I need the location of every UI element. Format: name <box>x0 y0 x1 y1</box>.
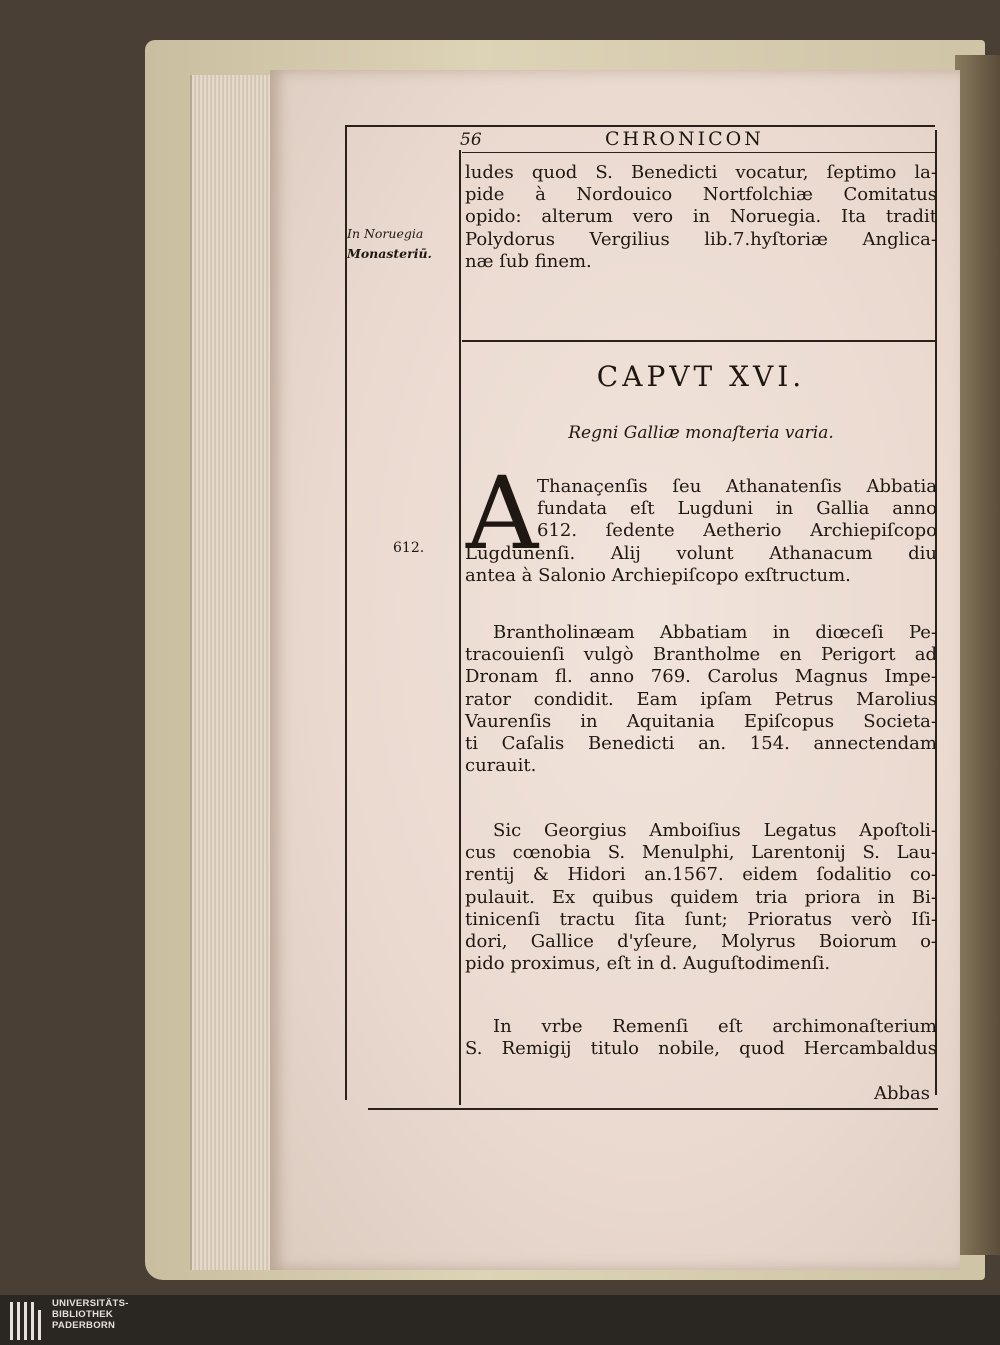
text-line: Dronam fl. anno 769. Carolus Magnus Impe- <box>465 666 937 688</box>
frame-bottom-rule <box>368 1108 938 1110</box>
text-line: Polydorus Vergilius lib.7.hyſtoriæ Anglica- <box>465 228 937 250</box>
library-logo-icon <box>10 1302 46 1340</box>
chapter-top-rule <box>462 340 935 342</box>
text-line: opido: alterum vero in Noruegia. Ita tradit <box>465 206 937 228</box>
text-line: Sic Georgius Amboiſius Legatus Apoſtoli- <box>493 820 937 841</box>
paragraph-3 <box>465 820 937 975</box>
frame-left-inner-rule <box>459 150 461 1105</box>
text-line: pulauit. Ex quibus quidem tria priora in Bi- <box>465 886 937 908</box>
text-line: dori, Gallice d'yſeure, Molyrus Boiorum o- <box>465 931 937 953</box>
page-number: 56 <box>460 130 482 150</box>
book-title: CHRONICON <box>605 128 764 150</box>
text-line: antea à Salonio Archiepiſcopo exſtructum. <box>465 564 851 586</box>
text-line: Brantholinæam Abbatiam in diœceſi Pe- <box>493 622 937 643</box>
marginal-line: In Noruegia <box>347 226 424 241</box>
marginal-line: Monasteriū. <box>347 246 432 261</box>
paragraph-2 <box>465 622 937 777</box>
text-line: Lugdunenſi. Alij volunt Athanacum diu <box>465 542 937 564</box>
text-line: tracouienſi vulgò Brantholme en Perigort ad <box>465 644 937 666</box>
marginal-note-monastery <box>347 224 457 264</box>
library-name <box>52 1298 129 1331</box>
text-line: ludes quod S. Benedicti vocatur, ſeptimo la- <box>465 162 937 183</box>
text-line: S. Remigij titulo nobile, quod Hercambaldus <box>465 1038 937 1060</box>
chapter-subtitle: Regni Galliæ monaſteria varia. <box>568 423 834 443</box>
library-name-line: BIBLIOTHEK <box>52 1309 114 1320</box>
text-line: ti Caſalis Benedicti an. 154. annectendam <box>465 733 937 755</box>
text-line: curauit. <box>465 755 537 777</box>
paragraph-1 <box>465 476 937 587</box>
text-line: tinicenſi tractu ſita ſunt; Prioratus verò Iſi- <box>465 908 937 930</box>
text-line: pide à Nordouico Nortfolchiæ Comitatus <box>465 184 937 206</box>
text-line: cus cœnobia S. Menulphi, Larentonij S. Lau- <box>465 842 937 864</box>
top-text-block <box>465 162 937 273</box>
text-line: rentij & Hidori an.1567. eidem ſodalitio co- <box>465 864 937 886</box>
drop-cap: A <box>466 455 539 572</box>
text-line: In vrbe Remenſi eſt archimonaſterium <box>493 1016 937 1037</box>
text-line: fundata eſt Lugduni in Gallia anno <box>537 498 937 520</box>
paragraph-4 <box>465 1016 937 1060</box>
page-edges <box>190 75 280 1270</box>
book-cover-right-edge <box>955 55 1000 1255</box>
library-name-line: PADERBORN <box>52 1320 116 1331</box>
text-line: næ ſub finem. <box>465 250 592 272</box>
frame-top-rule <box>345 125 935 127</box>
library-name-line: UNIVERSITÄTS- <box>52 1298 129 1309</box>
text-line: 612. ſedente Aetherio Archiepiſcopo <box>537 520 937 542</box>
marginal-note-year: 612. <box>393 540 425 556</box>
text-line: rator condidit. Eam ipſam Petrus Marolius <box>465 688 937 710</box>
library-footer-bar <box>0 1295 1000 1345</box>
text-line: Thanaçenſis ſeu Athanatenſis Abbatia <box>537 476 937 497</box>
chapter-title: CAPVT XVI. <box>596 360 806 393</box>
catchword: Abbas <box>874 1083 931 1104</box>
frame-left-outer-rule <box>345 125 347 1100</box>
text-line: pido proximus, eſt in d. Auguſtodimenſi. <box>465 953 831 975</box>
running-head <box>460 130 940 160</box>
text-line: Vaurenſis in Aquitania Epiſcopus Societa- <box>465 710 937 732</box>
